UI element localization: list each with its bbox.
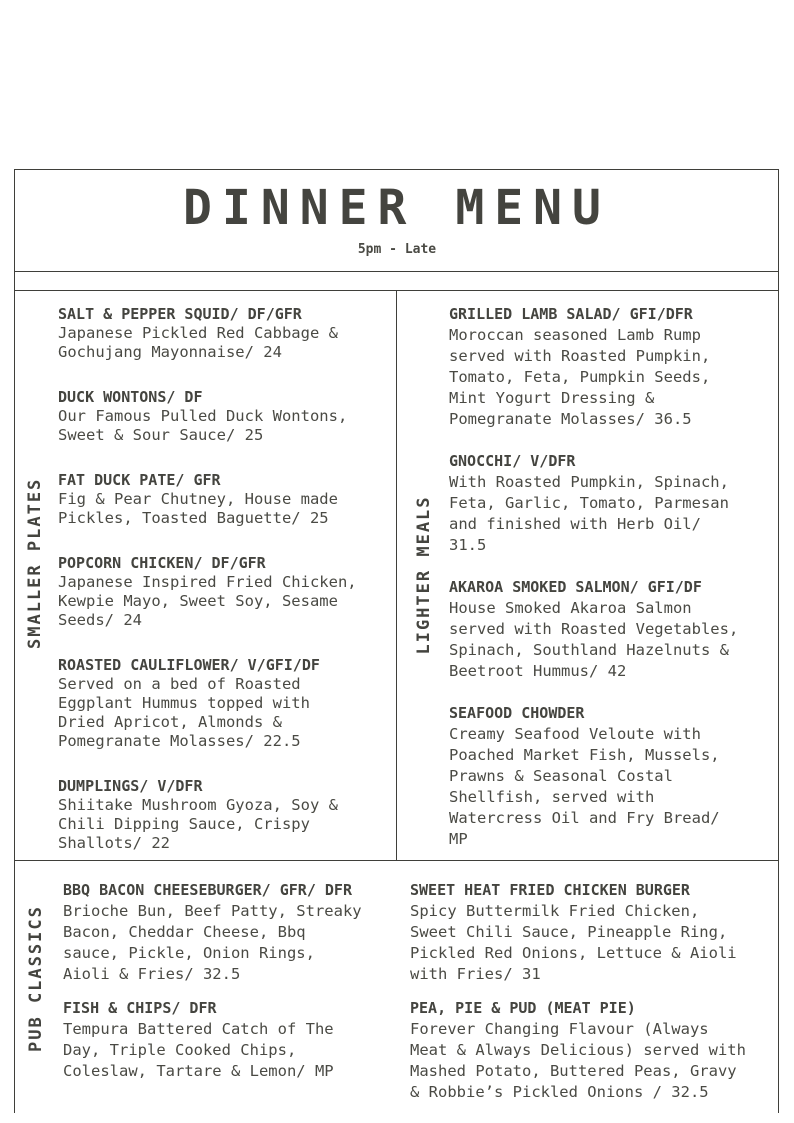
divider-header-top [14,271,779,272]
menu-item [58,305,338,362]
item-description: Japanese Inspired Fried Chicken, Kewpie Mayo, Sweet Soy, Sesame Seeds/ 24 [58,573,357,629]
section-label-pub-classics: PUB CLASSICS [26,905,46,1052]
item-description: Japanese Pickled Red Cabbage & Gochujang Mayonnaise/ 24 [58,324,338,361]
item-name: DUMPLINGS/ V/DFR [58,777,203,795]
item-description: Served on a bed of Roasted Eggplant Hummus topped with Dried Apricot, Almonds & Pomegranate Molasses/ 22.5 [58,675,310,750]
menu-item [449,304,710,430]
menu-item [410,998,746,1103]
item-description: Our Famous Pulled Duck Wontons, Sweet & Sour Sauce/ 25 [58,407,348,444]
menu-item [449,577,738,682]
divider-pub-classics [14,860,779,861]
item-description: Brioche Bun, Beef Patty, Streaky Bacon, Cheddar Cheese, Bbq sauce, Pickle, Onion Rings, Aioli & Fries/ 32.5 [63,902,362,983]
item-name: BBQ BACON CHEESEBURGER/ GFR/ DFR [63,881,352,899]
item-description: With Roasted Pumpkin, Spinach, Feta, Garlic, Tomato, Parmesan and finished with Herb Oil/ 31.5 [449,473,729,554]
item-name: FAT DUCK PATE/ GFR [58,471,221,489]
menu-item [410,880,737,985]
item-name: DUCK WONTONS/ DF [58,388,203,406]
menu-item [449,451,729,556]
item-name: SALT & PEPPER SQUID/ DF/GFR [58,305,302,323]
item-description: Spicy Buttermilk Fried Chicken, Sweet Chili Sauce, Pineapple Ring, Pickled Red Onions, Lettuce & Aioli with Fries/ 31 [410,902,737,983]
menu-item [63,998,334,1082]
menu-item [63,880,362,985]
menu-item [58,656,320,751]
item-name: POPCORN CHICKEN/ DF/GFR [58,554,266,572]
section-label-lighter-meals: LIGHTER MEALS [414,495,434,655]
menu-item [58,554,357,630]
menu-item [58,777,338,853]
menu-item [58,471,338,528]
divider-column [396,290,397,860]
item-description: Creamy Seafood Veloute with Poached Market Fish, Mussels, Prawns & Seasonal Costal Shellfish, served with Watercress Oil and Fry Bread/ MP [449,725,720,848]
item-description: House Smoked Akaroa Salmon served with Roasted Vegetables, Spinach, Southland Hazelnuts & Beetroot Hummus/ 42 [449,599,739,680]
section-label-smaller-plates: SMALLER PLATES [25,477,45,649]
item-description: Fig & Pear Chutney, House made Pickles, Toasted Baguette/ 25 [58,490,338,527]
item-name: FISH & CHIPS/ DFR [63,999,217,1017]
menu-item [58,388,347,445]
menu-item [449,703,720,850]
item-name: GNOCCHI/ V/DFR [449,452,576,470]
item-name: PEA, PIE & PUD (MEAT PIE) [410,999,636,1017]
item-name: ROASTED CAULIFLOWER/ V/GFI/DF [58,656,320,674]
menu-hours: 5pm - Late [357,242,437,257]
item-name: AKAROA SMOKED SALMON/ GFI/DF [449,578,702,596]
item-description: Moroccan seasoned Lamb Rump served with Roasted Pumpkin, Tomato, Feta, Pumpkin Seeds, Mint Yogurt Dressing & Pomegranate Molasses/ 36.5 [449,326,711,428]
item-name: SWEET HEAT FRIED CHICKEN BURGER [410,881,690,899]
item-name: GRILLED LAMB SALAD/ GFI/DFR [449,305,693,323]
item-description: Forever Changing Flavour (Always Meat & Always Delicious) served with Mashed Potato, Buttered Peas, Gravy & Robbie’s Pickled Onions / 32.5 [410,1020,746,1101]
item-name: SEAFOOD CHOWDER [449,704,585,722]
item-description: Tempura Battered Catch of The Day, Triple Cooked Chips, Coleslaw, Tartare & Lemon/ MP [63,1020,334,1080]
item-description: Shiitake Mushroom Gyoza, Soy & Chili Dipping Sauce, Crispy Shallots/ 22 [58,796,338,852]
menu-title: DINNER MENU [183,180,611,236]
